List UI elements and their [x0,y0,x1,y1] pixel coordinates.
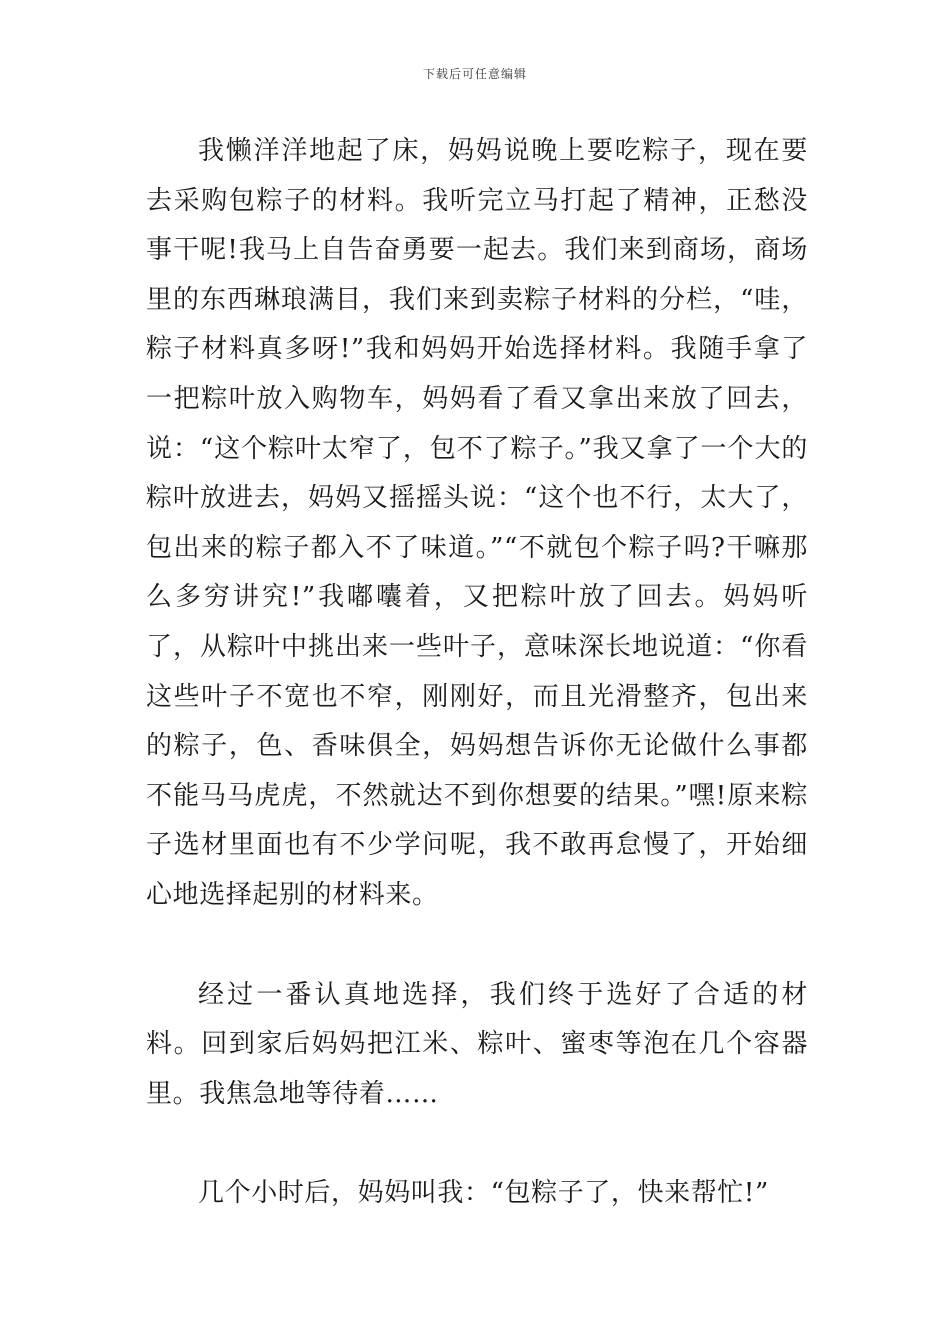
document-body [146,127,808,1219]
paragraph-3: 几个小时后，妈妈叫我：“包粽子了，快来帮忙!” [198,1178,769,1209]
paragraph-1: 我懒洋洋地起了床，妈妈说晚上要吃粽子，现在要去采购包粽子的材料。我听完立马打起了精神，正愁没事干呢!我马上自告奋勇要一起去。我们来到商场，商场里的东西琳琅满目，我们来到卖粽子材料的分栏，“哇，粽子材料真多呀!”我和妈妈开始选择材料。我随手拿了一把粽叶放入购物车，妈妈看了看又拿出来放了回去，说：“这个粽叶太窄了，包不了粽子。”我又拿了一个大的粽叶放进去，妈妈又摇摇头说：“这个也不行，太大了，包出来的粽子都入不了味道。”“不就包个粽子吗?干嘛那么多穷讲究!”我嘟囔着，又把粽叶放了回去。妈妈听了，从粽叶中挑出来一些叶子，意味深长地说道：“你看这些叶子不宽也不窄，刚刚好，而且光滑整齐，包出来的粽子，色、香味俱全，妈妈想告诉你无论做什么事都不能马马虎虎，不然就达不到你想要的结果。”嘿!原来粽子选材里面也有不少学问呢，我不敢再怠慢了，开始细心地选择起别的材料来。 [146,136,808,910]
paragraph-2: 经过一番认真地选择，我们终于选好了合适的材料。回到家后妈妈把江米、粽叶、蜜枣等泡在几个容器里。我焦急地等待着…… [146,979,808,1109]
page-header: 下载后可任意编辑 [422,67,527,81]
